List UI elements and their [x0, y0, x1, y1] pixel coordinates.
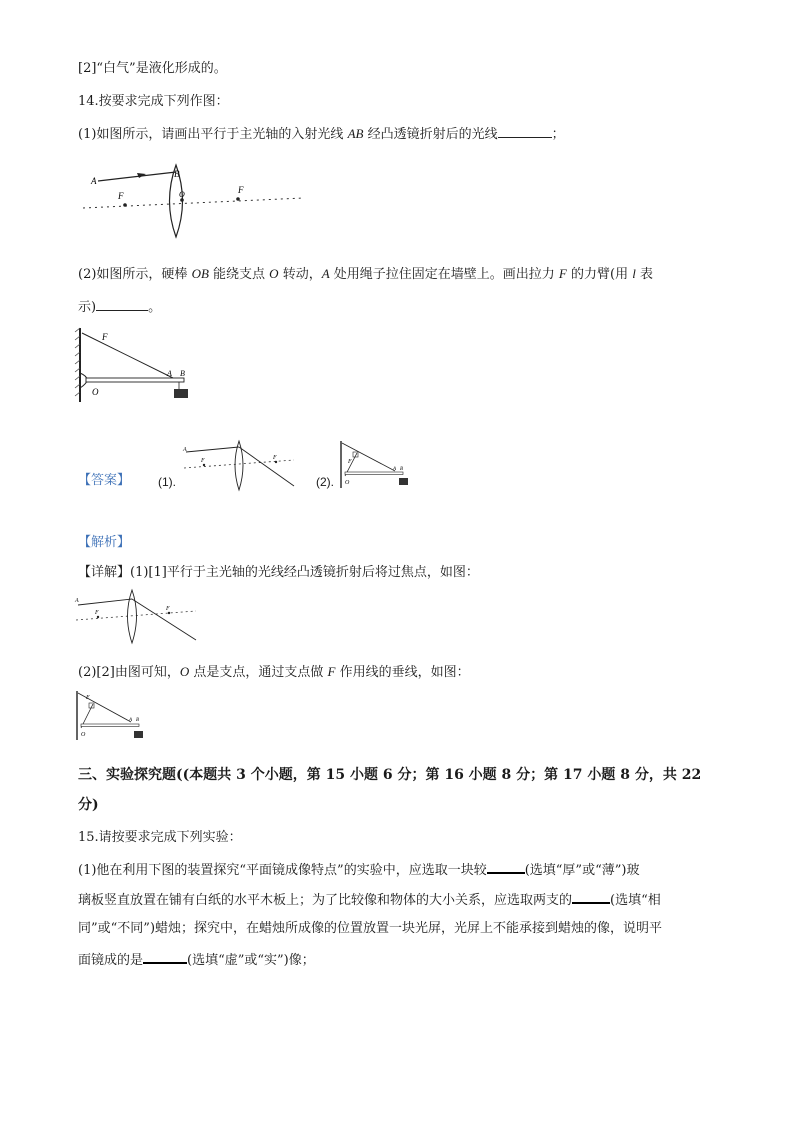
answer-lever-figure	[338, 440, 413, 492]
svg-text:O: O	[81, 732, 86, 738]
section-3-heading: 三、实验探究题((本题共 3 个小题，第 15 小题 6 分；第 16 小题 8 分；第 17 小题 8 分，共 22	[78, 767, 702, 783]
detail-lens-figure	[74, 587, 199, 647]
question-14-part-2: (2)如图所示，硬棒 OB 能绕支点 O 转动，A 处用绳子拉住固定在墙壁上。画出拉力 F 的力臂(用 l 表	[78, 266, 653, 282]
question-15-line-1: (1)他在利用下图的装置探究“平面镜成像特点”的实验中，应选取一块较 (选填“厚”或“薄”)玻	[78, 860, 639, 880]
answer-blank-image-type[interactable]	[143, 950, 187, 964]
question-15-line-2: 璃板竖直放置在铺有白纸的水平木板上；为了比较像和物体的大小关系，应选取两支的 (选填“相	[78, 890, 661, 910]
section-3-heading-cont: 分)	[78, 797, 99, 813]
svg-text:O: O	[179, 190, 185, 199]
question-15-line-3: 同”或“不同”)蜡烛；探究中，在蜡烛所成像的位置放置一块光屏，光屏上不能承接到蜡烛的像，说明平	[78, 921, 663, 936]
svg-text:F: F	[273, 455, 277, 461]
svg-text:F: F	[118, 191, 124, 201]
svg-text:F: F	[102, 332, 108, 342]
lever-figure-2	[72, 326, 202, 406]
answer-1-label: (1).	[158, 475, 176, 489]
question-15-title: 15.请按要求完成下列实验：	[78, 830, 242, 845]
svg-text:F: F	[166, 606, 170, 612]
svg-text:A: A	[167, 369, 172, 378]
answer-blank-thickness[interactable]	[487, 860, 525, 874]
lens-figure-1	[78, 160, 308, 245]
svg-text:B: B	[400, 467, 404, 472]
svg-text:A: A	[183, 447, 187, 453]
answer-blank[interactable]	[498, 125, 552, 138]
answer-label: 【答案】	[78, 473, 131, 488]
question-14-part-2-cont: 示) 。	[78, 300, 162, 315]
svg-text:O: O	[92, 387, 99, 397]
svg-text:A: A	[393, 467, 397, 472]
svg-text:B: B	[180, 369, 185, 378]
svg-text:F: F	[348, 459, 352, 465]
answer-lens-figure	[182, 440, 297, 495]
text-line-answer-2: [2]“白气”是液化形成的。	[78, 61, 227, 76]
answer-blank[interactable]	[96, 298, 148, 311]
svg-text:A: A	[129, 718, 133, 723]
analysis-label: 【解析】	[78, 535, 131, 550]
svg-text:F: F	[86, 695, 90, 701]
svg-text:A: A	[91, 176, 97, 186]
answer-blank-candle[interactable]	[572, 890, 610, 904]
svg-text:F: F	[201, 458, 205, 464]
question-15-line-4: 面镜成的是 (选填“虚”或“实”)像；	[78, 950, 315, 970]
detail-part-1: 【详解】(1)[1]平行于主光轴的光线经凸透镜折射后将过焦点，如图：	[78, 565, 479, 580]
svg-text:O: O	[345, 480, 350, 486]
svg-text:F: F	[95, 610, 99, 616]
detail-lever-figure	[74, 690, 149, 742]
svg-text:F: F	[238, 185, 244, 195]
answer-2-label: (2).	[316, 475, 334, 489]
question-14-title: 14.按要求完成下列作图：	[78, 94, 229, 109]
svg-text:B: B	[136, 718, 140, 723]
svg-text:B: B	[174, 169, 180, 179]
detail-part-2: (2)[2]由图可知，O 点是支点，通过支点做 F 作用线的垂线，如图：	[78, 664, 470, 680]
svg-text:A: A	[75, 598, 79, 604]
question-14-part-1: (1)如图所示，请画出平行于主光轴的入射光线 AB 经凸透镜折射后的光线 ；	[78, 126, 565, 142]
